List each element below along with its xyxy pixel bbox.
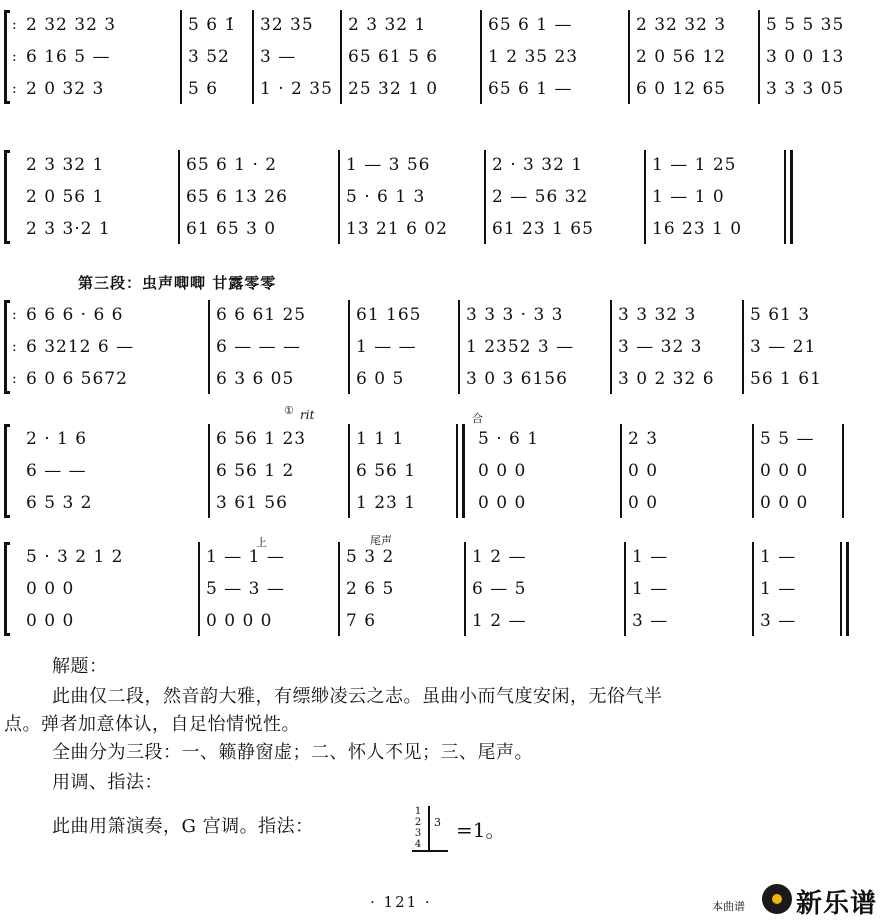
measure: 1 — [632, 547, 669, 567]
measure: 6 56 1 [356, 461, 417, 481]
measure: 2 3 [628, 429, 659, 449]
measure: 5 · 3 2 1 2 [26, 547, 124, 567]
measure: 5 · 6 1 3 [346, 187, 426, 207]
measure: 1 1 1 [356, 429, 405, 449]
barline [198, 542, 200, 636]
double-barline [790, 150, 793, 244]
measure: 1 23 1 [356, 493, 417, 513]
measure: 6 16 5 — [26, 47, 111, 67]
barline [348, 300, 350, 394]
measure: 65 6 1 — [488, 79, 573, 99]
fingering-hole-number: 3 [414, 828, 422, 839]
measure: 1 — [760, 547, 797, 567]
score-row [0, 150, 888, 180]
measure: 6 0 6 5672 [26, 369, 128, 389]
measure: 2 0 32 3 [26, 79, 105, 99]
measure: 3 — 21 [750, 337, 817, 357]
measure: 7 6 [346, 611, 377, 631]
measure: 2 3 32 1 [348, 15, 427, 35]
measure: 25 32 1 0 [348, 79, 439, 99]
measure: 2 · 1 6 [26, 429, 88, 449]
fingering-equals: =1。 [456, 818, 506, 842]
measure: 0 0 0 [760, 493, 809, 513]
measure: 1 — — [356, 337, 417, 357]
barline [464, 542, 466, 636]
barline [752, 542, 754, 636]
score-row [0, 488, 888, 518]
measure: 1 — 1 — [206, 547, 285, 567]
page-number: · 121 · [370, 893, 432, 911]
measure: 2 0 56 1 [26, 187, 105, 207]
fingering-hole-number: 1 [414, 806, 422, 817]
measure: 3 3 32 3 [618, 305, 697, 325]
measure: 1 · 2 35 [260, 79, 333, 99]
score-row [0, 10, 888, 40]
measure: 3 — 32 3 [618, 337, 703, 357]
he-mark: 合 [472, 412, 483, 425]
score-row [0, 456, 888, 486]
measure: 1 — [760, 579, 797, 599]
fingering-hole-number: 4 [414, 839, 422, 850]
barline [842, 424, 844, 518]
measure: 6 — — — [216, 337, 302, 357]
barline [338, 150, 340, 244]
measure: 5 5 — [760, 429, 815, 449]
measure: 32 35 [260, 15, 314, 35]
score-row [0, 606, 888, 636]
barline [484, 150, 486, 244]
barline [644, 150, 646, 244]
barline [208, 424, 210, 518]
notes-paragraph: 用调、指法： [52, 772, 163, 793]
measure: 13 21 6 02 [346, 219, 448, 239]
shang-mark: 上 [256, 536, 267, 549]
source-label: 本曲谱 [712, 900, 745, 913]
measure: 6 0 12 65 [636, 79, 727, 99]
measure: 16 23 1 0 [652, 219, 743, 239]
measure: 6 — — [26, 461, 87, 481]
score-row [0, 364, 888, 394]
measure: 0 0 0 [26, 579, 75, 599]
measure: 0 0 0 [760, 461, 809, 481]
barline [752, 424, 754, 518]
measure: 65 6 1 — [488, 15, 573, 35]
score-row [0, 424, 888, 454]
circled-mark: ① [284, 404, 294, 417]
measure: 3 — [760, 611, 797, 631]
barline [338, 542, 340, 636]
measure: 6 3212 6 — [26, 337, 135, 357]
measure: 6 0 5 [356, 369, 405, 389]
barline [348, 424, 350, 518]
measure: 2 0 56 12 [636, 47, 727, 67]
measure: 0 0 0 [478, 493, 527, 513]
measure: 0 0 [628, 493, 659, 513]
measure: 2 6 5 [346, 579, 395, 599]
final-barline [846, 542, 849, 636]
measure: 0 0 0 0 [206, 611, 273, 631]
notes-paragraph: 全曲分为三段：一、籁静窗虚；二、怀人不见；三、尾声。 [52, 742, 533, 763]
barline [742, 300, 744, 394]
measure: 1 — [632, 579, 669, 599]
barline [758, 10, 760, 104]
score-row [0, 182, 888, 212]
measure: 2 3 3·2 1 [26, 219, 111, 239]
barline [340, 10, 342, 104]
barline [458, 300, 460, 394]
repeat-sign: : [12, 307, 17, 323]
measure: 61 165 [356, 305, 422, 325]
measure: 3 3 3 · 3 3 [466, 305, 564, 325]
measure: 3 — [632, 611, 669, 631]
weisheng-mark: 尾声 [370, 534, 392, 547]
repeat-end-barline [456, 424, 458, 518]
barline [178, 150, 180, 244]
measure: 3 0 0 13 [766, 47, 845, 67]
barline [840, 542, 842, 636]
barline [624, 542, 626, 636]
score-row [0, 74, 888, 104]
measure: 3 61 56 [216, 493, 288, 513]
measure: 61 65 3 0 [186, 219, 277, 239]
measure: 1 2 — [472, 611, 527, 631]
score-row [0, 542, 888, 572]
score-row [0, 574, 888, 604]
measure: 5 — 3 — [206, 579, 285, 599]
measure: 1 — 1 0 [652, 187, 725, 207]
score-row [0, 42, 888, 72]
site-logo-text: 新乐谱 [796, 889, 878, 919]
fingering-hole-number: 2 [414, 817, 422, 828]
fingering-base-line [412, 850, 448, 852]
measure: 6 56 1 23 [216, 429, 307, 449]
measure: 1 2 — [472, 547, 527, 567]
measure: 6 5 3 2 [26, 493, 93, 513]
score-row [0, 332, 888, 362]
measure: 2 32 32 3 [26, 15, 117, 35]
section-title: 第三段：虫声唧唧 甘露零零 [78, 274, 277, 292]
measure: 0 0 0 [478, 461, 527, 481]
score-row [0, 214, 888, 244]
measure: 1 2352 3 — [466, 337, 575, 357]
measure: 3 0 2 32 6 [618, 369, 715, 389]
fingering-side-number: 3 [434, 816, 441, 829]
score-system-2 [0, 150, 888, 246]
measure: 5 6 1̇ [188, 15, 237, 35]
score-system-3: : : : 6 6 6 · 6 6 6 6 61 25 61 165 3 3 3 · 3 3 3 3 32 3 5 61 3 6 3212 6 — 6 — — — 1 — — 1 2352 3 — 3 — 32 3 3 — 21 6 0 6 5672 6 3 6 05 6 0 5 3 0 3 6156 3 0 2 32 6 56 1 61 [0, 300, 888, 396]
measure: 65 6 1 · 2 [186, 155, 278, 175]
score-row [0, 300, 888, 330]
measure: 65 6 13 26 [186, 187, 288, 207]
measure: 65 61 5 6 [348, 47, 439, 67]
score-system-5 [0, 534, 888, 638]
measure: 5 5 5 35 [766, 15, 845, 35]
score-system-1: : : : 2 32 32 3 5 6 1̇ 32 35 2 3 32 1 65 6 1 — 2 32 32 3 5 5 5 35 6 16 5 — 3 52 3 — 65 61 5 6 1 2 35 23 2 0 56 12 3 0 0 13 2 0 32 3 5 6 1 · 2 35 25 32 1 0 65 6 1 — 6 0 12 65 3 3 3 05 [0, 10, 888, 106]
measure: 6 — 5 [472, 579, 527, 599]
measure: 0 0 [628, 461, 659, 481]
measure: 5 3 2 [346, 547, 395, 567]
barline [610, 300, 612, 394]
measure: 2 · 3 32 1 [492, 155, 584, 175]
repeat-sign: : [12, 17, 17, 33]
measure: 1 — 1 25 [652, 155, 737, 175]
measure: 61 23 1 65 [492, 219, 594, 239]
measure: 2 32 32 3 [636, 15, 727, 35]
measure: 5 · 6 1 [478, 429, 540, 449]
measure: 5 61 3 [750, 305, 811, 325]
barline [628, 10, 630, 104]
measure: 3 0 3 6156 [466, 369, 568, 389]
measure: 2 3 32 1 [26, 155, 105, 175]
barline [480, 10, 482, 104]
fingering-line [428, 806, 430, 852]
vinyl-logo-icon [762, 884, 792, 914]
measure: 1 2 35 23 [488, 47, 579, 67]
measure: 3 52 [188, 47, 230, 67]
notes-paragraph: 此曲用箫演奏，G 宫调。指法： [52, 816, 314, 837]
barline [252, 10, 254, 104]
double-barline [462, 424, 465, 518]
measure: 3 3 3 05 [766, 79, 845, 99]
barline [620, 424, 622, 518]
notes-paragraph: 此曲仅二段，然音韵大雅，有缥缈凌云之志。虽曲小而气度安闲，无俗气半 [52, 686, 663, 707]
measure: 6 6 61 25 [216, 305, 307, 325]
barline [208, 300, 210, 394]
barline [180, 10, 182, 104]
measure: 2 — 56 32 [492, 187, 589, 207]
fingering-stack [412, 806, 424, 850]
measure: 1 — 3 56 [346, 155, 431, 175]
measure: 5 6 [188, 79, 219, 99]
notes-heading: 解题： [52, 656, 108, 677]
measure: 56 1 61 [750, 369, 822, 389]
notes-paragraph: 点。弹者加意体认，自足怡情悦性。 [4, 714, 300, 735]
measure: 6 6 6 · 6 6 [26, 305, 124, 325]
ritardando-mark: rit [300, 408, 315, 422]
measure: 0 0 0 [26, 611, 75, 631]
measure: 6 3 6 05 [216, 369, 295, 389]
measure: 3 — [260, 47, 297, 67]
measure: 6 56 1 2 [216, 461, 295, 481]
barline [784, 150, 786, 244]
